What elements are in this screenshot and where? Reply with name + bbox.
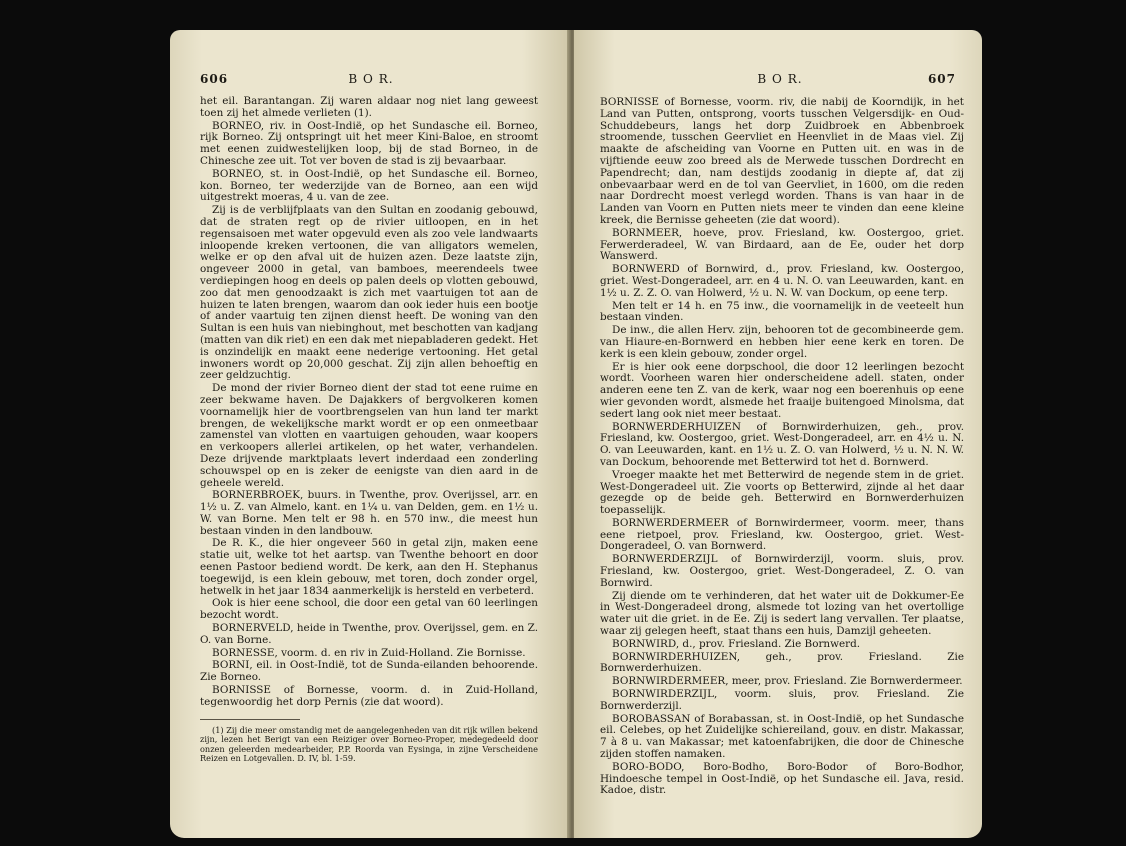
paragraph: BORNWIRDERMEER, meer, prov. Friesland. Zie Bornwerdermeer. — [612, 675, 963, 688]
paragraph: BORNEO, st. in Oost-Indië, op het Sundasche eil. Borneo, kon. Borneo, ter wederzijde van de Borneo, aan een wijd uitgestrekt moeras, 4 u. van de zee. — [200, 167, 538, 204]
left-page — [170, 30, 570, 838]
paragraph: Vroeger maakte het met Betterwird de negende stem in de griet. West-Dongeradeel uit. Zie voorts op Betterwird, zijnde al het daar gezegde op de beide geh. Betterwird en Bornwerderhuizen toepasselijk. — [600, 468, 964, 517]
left-page-number: 606 — [200, 72, 229, 86]
paragraph: BORNWIRD, d., prov. Friesland. Zie Bornwerd. — [612, 637, 861, 650]
paragraph: BORNWERDERHUIZEN of Bornwirderhuizen, geh., prov. Friesland, kw. Oostergoo, griet. West-Dongeradeel, arr. en 4½ u. N. O. van Leeuwarden, kant. en 1½ u. Z. O. van Holwerd, ½ u. N. N. W. van Dockum, behoorende met Betterwird tot het d. Bornwerd. — [600, 420, 964, 468]
paragraph: De inw., die allen Herv. zijn, behooren tot de gecombineerde gem. van Hiaure-en-Bornwerd en hebben hier eene kerk en toren. De kerk is een klein gebouw, zonder orgel. — [600, 324, 964, 360]
paragraph: BORNISSE of Bornesse, voorm. riv, die nabij de Koorndijk, in het Land van Putten, ontsprong, voorts tusschen Velgersdijk- en Oud-Schuddebeurs, langs het dorp Zuidbroek en Abbenbroek stroomende, tusschen Geervliet en Heenvliet in de Maas viel. Zij maakte de afscheiding van Voorne en Putten uit. en was in de vijftiende eeuw zoo breed als de Merwede tusschen Dordrecht en Papendrecht; dan, nam destijds zoodanig in diepte af, dat zij onbevaarbaar werd en de tol van Geervliet, in 1600, om die reden naar Dordrecht moest verlegd worden. Thans is van haar in de Landen van Voorn en Putten niets meer te vinden dan eene kleine kreek, die Bernisse geheeten (zie dat woord). — [600, 96, 964, 226]
paragraph: BORNI, eil. in Oost-Indië, tot de Sunda-eilanden behoorende. Zie Borneo. — [200, 659, 538, 684]
paragraph: BORNWERD of Bornwird, d., prov. Friesland, kw. Oostergoo, griet. West-Dongeradeel, arr. en 4 u. N. O. van Leeuwarden, kant. en 1½ u. Z. Z. O. van Holwerd, ½ u. N. W. van Dockum, op eene terp. — [600, 263, 964, 299]
book-spread — [170, 30, 982, 838]
paragraph: Er is hier ook eene dorpschool, die door 12 leerlingen bezocht wordt. Voorheen waren hier onderscheidene adell. staten, onder anderen eene ten Z. van de kerk, waar nog een boerenhuis op eene wier gevonden wordt, alsmede het fraaije buitengoed Minolsma, dat sedert lang ook niet meer bestaat. — [600, 360, 964, 420]
paragraph: BORNERBROEK, buurs. in Twenthe, prov. Overijssel, arr. en 1½ u. Z. van Almelo, kant. en 1¼ u. van Delden, gem. en 1½ u. W. van Borne. Men telt er 98 h. en 570 inw., die meest hun bestaan vinden in den landbouw. — [200, 489, 538, 537]
paragraph: BOROBASSAN of Borabassan, st. in Oost-Indië, op het Sundasche eil. Celebes, op het Zuidelijke schiereiland, gouv. en distr. Makassar, 7 à 8 u. van Makassar; met katoenfabrijken, die door de Chinesche zijden stoffen namaken. — [600, 712, 964, 761]
right-page-number: 607 — [927, 72, 956, 86]
paragraph: BORNWIRDERZIJL, voorm. sluis, prov. Friesland. Zie Bornwerderzijl. — [600, 688, 964, 712]
paragraph: Ook is hier eene school, die door een getal van 60 leerlingen bezocht wordt. — [200, 597, 538, 622]
paragraph: De mond der rivier Borneo dient der stad tot eene ruime en zeer bekwame haven. De Dajakkers of bergvolkeren komen voornamelijk hier de voortbrengselen van hun land ter markt brengen, de wekelijksche markt wordt er op een onmeetbaar zamenstel van vlotten en vaartuigen gehouden, waar koopers en verkoopers allerlei artikelen, op het water, verhandelen. Deze drijvende marktplaats levert inderdaad een zonderling schouwspel op en is zeker de eenigste van dien aard in de geheele wereld. — [200, 382, 538, 489]
right-page — [574, 30, 982, 838]
paragraph: BORNERVELD, heide in Twenthe, prov. Overijssel, gem. en Z. O. van Borne. — [200, 622, 539, 646]
paragraph: De R. K., die hier ongeveer 560 in getal zijn, maken eene statie uit, welke tot het aartsp. van Twenthe behoort en door eenen Pastoor bediend wordt. De kerk, aan den H. Stephanus toegewijd, is een klein gebouw, met toren, doch zonder orgel, hetwelk in het jaar 1834 aanmerkelijk is hersteld en verbeterd. — [200, 537, 538, 597]
paragraph: BORNWERDERMEER of Bornwirdermeer, voorm. meer, thans eene rietpoel, prov. Friesland, kw. Oostergoo, griet. West-Dongeradeel, O. van Bornwerd. — [600, 516, 964, 553]
paragraph: BORNEO, riv. in Oost-Indië, op het Sundasche eil. Borneo, rijk Borneo. Zij ontspringt uit het meer Kini-Baloe, en stroomt met eenen zuidwestelijken loop, bij de stad Borneo, in de Chinesche zee uit. Tot ver boven de stad is zij bevaarbaar. — [200, 119, 538, 167]
paragraph: Zij diende om te verhinderen, dat het water uit de Dokkumer-Ee in West-Dongeradeel drong, alsmede tot lozing van het overtollige water uit die griet. in de Ee. Zij is sedert lang vervallen. Ter plaatse, waar zij gelegen heeft, staat thans een huis, Damzijl geheeten. — [600, 589, 964, 638]
right-page-text — [600, 97, 964, 798]
paragraph: BORNESSE, voorm. d. en riv in Zuid-Holland. Zie Bornisse. — [212, 646, 526, 659]
footnote-rule — [200, 719, 300, 720]
paragraph: Zij is de verblijfplaats van den Sultan en zoodanig gebouwd, dat de straten regt op de rivier uitloopen, en in het regensaisoen met water opgevuld even als zoo vele landwaarts inloopende kreken vertoonen, die van alligators wemelen, welke er op den afval uit de huizen azen. Deze laatste zijn, ongeveer 2000 in getal, van bamboes, meerendeels twee verdiepingen hoog en deels op palen deels op vlotten gebouwd, zoo dat men genoodzaakt is zich met vaartuigen tot aan de huizen te laten brengen, waarom dan ook ieder huis een bootje of ander vaartuig ten zijnen dienst heeft. De woning van den Sultan is een huis van niebinghout, met beschotten van kadjang (matten van dik riet) en een dak met niepabladeren gedekt. Het is onzindelijk en maakt eene nederige vertooning. Het getal inwoners wordt op 20,000 geschat. Zij zijn allen behoeftig en zeer geldzuchtig. — [200, 204, 538, 382]
paragraph: BORNWIRDERHUIZEN, geh., prov. Friesland. Zie Bornwerderhuizen. — [600, 650, 964, 675]
paragraph: BORO-BODO, Boro-Bodho, Boro-Bodor of Boro-Bodhor, Hindoesche tempel in Oost-Indië, op het Sundasche eil. Java, resid. Kadoe, distr. — [600, 760, 964, 797]
paragraph: BORNMEER, hoeve, prov. Friesland, kw. Oostergoo, griet. Ferwerderadeel, W. van Birdaard, aan de Ee, ouder het dorp Wanswerd. — [600, 226, 964, 263]
left-page-text — [200, 96, 538, 765]
paragraph: Men telt er 14 h. en 75 inw., die voornamelijk in de veeteelt hun bestaan vinden. — [600, 299, 964, 324]
footnote: (1) Zij die meer omstandig met de aangelegenheden van dit rijk willen bekend zijn, lezen het Berigt van een Reiziger over Borneo-Proper, medegedeeld door onzen geleerden medearbeider, P.P. Roorda van Eysinga, in zijne Verscheidene Reizen en Lotgevallen. D. IV, bl. 1-59. — [200, 724, 538, 764]
paragraph: BORNISSE of Bornesse, voorm. d. in Zuid-Holland, tegenwoordig het dorp Pernis (zie dat woord). — [200, 684, 538, 708]
right-running-head: B O R. — [757, 72, 803, 86]
paragraph: BORNWERDERZIJL of Bornwirderzijl, voorm. sluis, prov. Friesland, kw. Oostergoo, griet. West-Dongeradeel, Z. O. van Bornwird. — [600, 553, 964, 589]
paragraph: het eil. Barantangan. Zij waren aldaar nog niet lang geweest toen zij het almede verlieten (1). — [200, 95, 538, 119]
left-running-head: B O R. — [348, 72, 394, 86]
